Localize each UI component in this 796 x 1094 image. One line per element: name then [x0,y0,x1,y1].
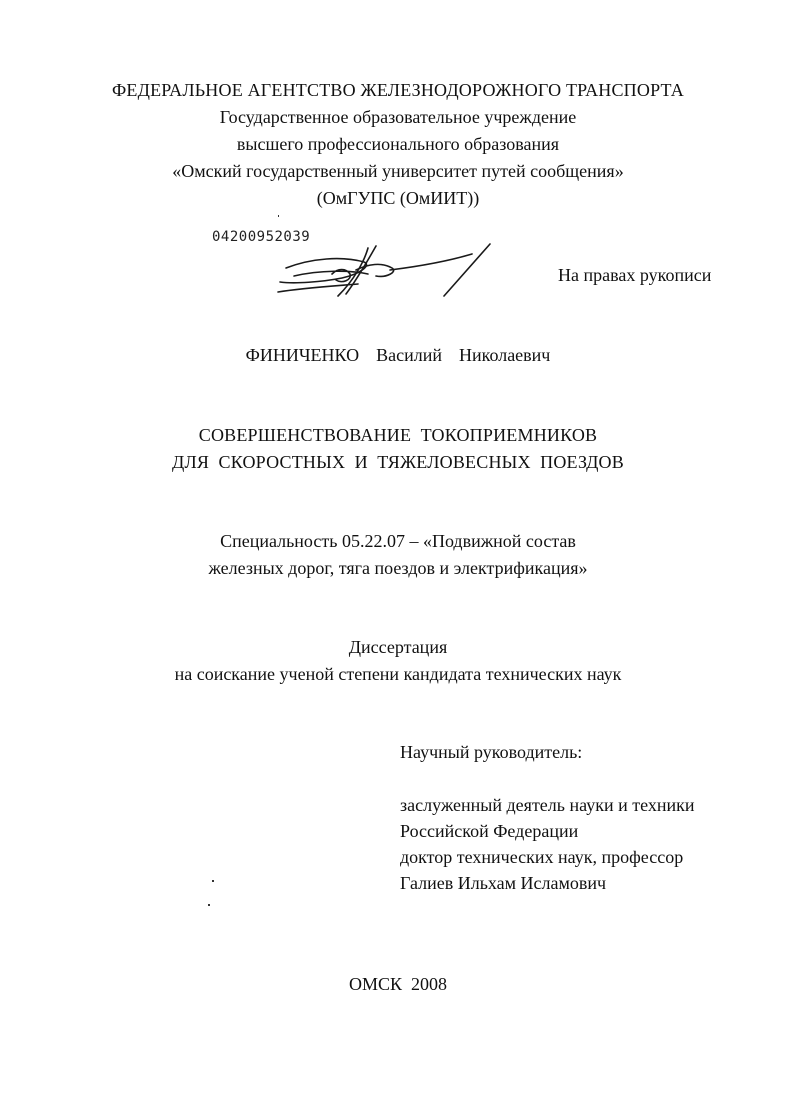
specialty-line-2: железных дорог, тяга поездов и электрификация» [208,558,588,578]
scan-speck [208,904,210,906]
author-surname: ФИНИЧЕНКО [245,345,360,365]
supervisor-degree: доктор технических наук, профессор [400,847,684,867]
supervisor-title-1: заслуженный деятель науки и техники [400,795,695,815]
author-first-name: Василий [376,345,442,365]
dissertation-purpose: на соискание ученой степени кандидата технических наук [174,664,622,684]
title-line-1: СОВЕРШЕНСТВОВАНИЕ ТОКОПРИЕМНИКОВ [198,425,598,445]
manuscript-rights: На правах рукописи [558,265,712,285]
university-name: «Омский государственный университет путей сообщения» [172,161,624,181]
scan-speck [212,880,214,882]
university-abbreviation: (ОмГУПС (ОмИИТ)) [316,188,480,208]
author-name [0,344,796,366]
signature-icon [272,240,502,302]
author-patronymic: Николаевич [458,345,551,365]
specialty-line-1: Специальность 05.22.07 – «Подвижной состав [220,531,576,551]
dissertation-label: Диссертация [348,637,448,657]
supervisor-name: Галиев Ильхам Исламович [400,873,607,893]
institution-type: Государственное образовательное учреждение [219,107,577,127]
serial-number: 04200952039 [212,229,311,245]
agency-heading: ФЕДЕРАЛЬНОЕ АГЕНТСТВО ЖЕЛЕЗНОДОРОЖНОГО ТРАНСПОРТА [111,80,685,100]
supervisor-title-2: Российской Федерации [400,821,579,841]
scan-speck [278,215,279,217]
city-year: ОМСК 2008 [348,974,447,994]
title-line-2: ДЛЯ СКОРОСТНЫХ И ТЯЖЕЛОВЕСНЫХ ПОЕЗДОВ [172,452,624,472]
education-level: высшего профессионального образования [236,134,560,154]
supervisor-label: Научный руководитель: [400,742,583,762]
